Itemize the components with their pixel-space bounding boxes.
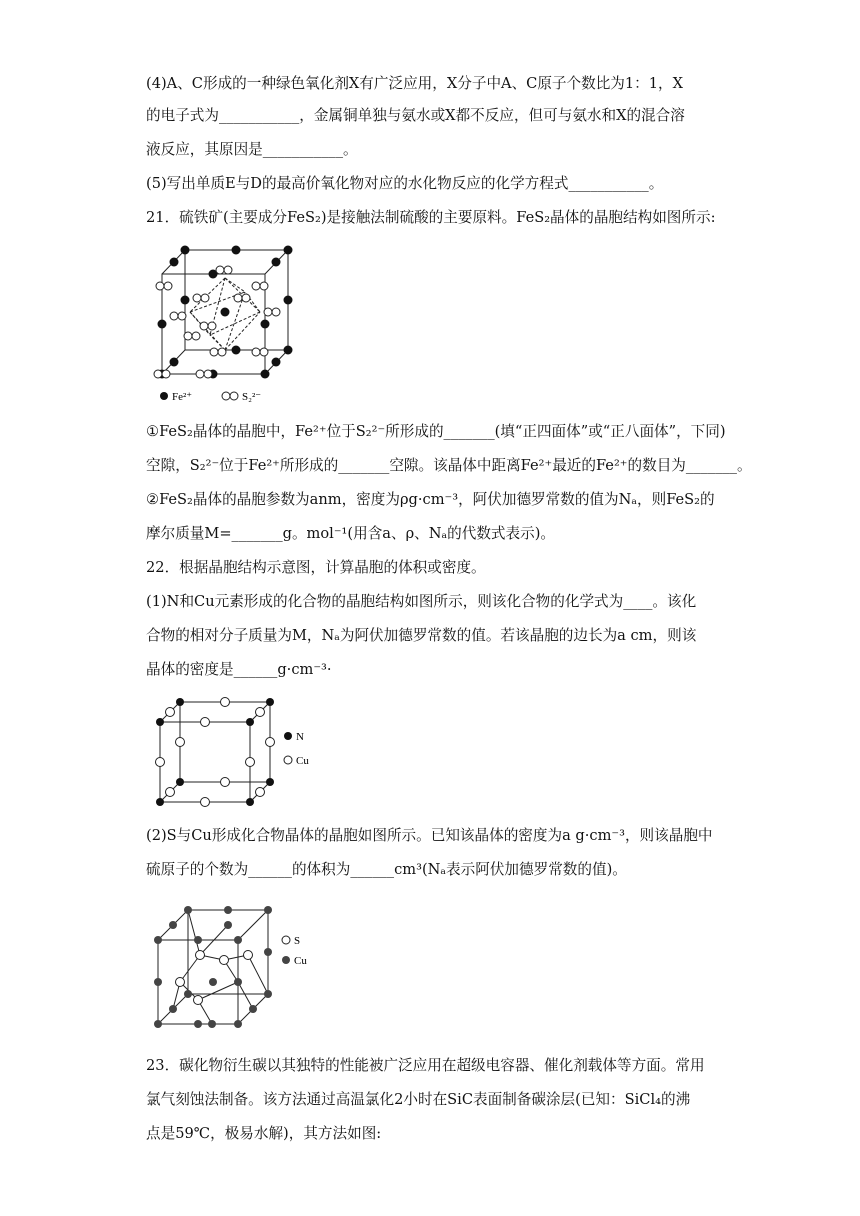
q20-line4: (5)写出单质E与D的最高价氧化物对应的水化物反应的化学方程式___________。: [146, 175, 664, 192]
cu2-legend-marker: [282, 956, 290, 964]
cus-unit-cell-diagram: [150, 900, 330, 1032]
q21-line2: ①FeS₂晶体的晶胞中，Fe²⁺位于S₂²⁻所形成的_______(填“正四面体”或“正八面体”，下同): [146, 423, 726, 440]
cu3n-unit-cell-figure: [150, 694, 330, 812]
q22-line5: (2)S与Cu形成化合物晶体的晶胞如图所示。已知该晶体的密度为a g·cm⁻³，则该晶胞中: [146, 827, 713, 844]
q21-line5: 摩尔质量M=_______g。mol⁻¹(用含a、ρ、Nₐ的代数式表示)。: [146, 525, 556, 542]
cu3n-unit-cell-diagram: [150, 694, 330, 812]
s-legend-label: S: [294, 935, 301, 947]
cu2-legend-label: Cu: [294, 955, 307, 967]
q23-line1: 23．碳化物衍生碳以其独特的性能被广泛应用在超级电容器、催化剂载体等方面。常用: [146, 1057, 705, 1074]
q22-line4: 晶体的密度是______g·cm⁻³·: [146, 661, 332, 678]
q22-line1: 22．根据晶胞结构示意图，计算晶胞的体积或密度。: [146, 559, 486, 576]
q23-line3: 点是59℃，极易水解)，其方法如图:: [146, 1125, 382, 1142]
n-legend-marker: [284, 732, 292, 740]
q20-line1: (4)A、C形成的一种绿色氧化剂X有广泛应用，X分子中A、C原子个数比为1：1，X: [146, 75, 684, 92]
s-legend-marker: [282, 936, 290, 944]
fes2-unit-cell-diagram: [150, 240, 310, 408]
q20-line3: 液反应，其原因是___________。: [146, 141, 358, 158]
q22-line2: (1)N和Cu元素形成的化合物的晶胞结构如图所示，则该化合物的化学式为____。该化: [146, 593, 697, 610]
cu-legend-marker: [284, 756, 292, 764]
s2-legend-label: S₂²⁻: [242, 391, 262, 403]
fe-legend-marker: [160, 392, 168, 400]
q22-line6: 硫原子的个数为______的体积为______cm³(Nₐ表示阿伏加德罗常数的值)。: [146, 861, 627, 878]
q20-line2: 的电子式为___________，金属铜单独与氨水或X都不反应，但可与氨水和X的混合溶: [146, 107, 685, 124]
q23-line2: 氯气刻蚀法制备。该方法通过高温氯化2小时在SiC表面制备碳涂层(已知：SiCl₄的沸: [146, 1091, 691, 1108]
q22-line3: 合物的相对分子质量为M，Nₐ为阿伏加德罗常数的值。若该晶胞的边长为a cm，则该: [146, 627, 697, 644]
fes2-unit-cell-figure: [150, 240, 310, 408]
n-legend-label: N: [296, 731, 304, 743]
cus-unit-cell-figure: [150, 900, 330, 1032]
fe-legend-label: Fe²⁺: [172, 391, 193, 403]
q21-line3: 空隙，S₂²⁻位于Fe²⁺所形成的_______空隙。该晶体中距离Fe²⁺最近的Fe²⁺的数目为_______。: [146, 457, 752, 474]
q21-line4: ②FeS₂晶体的晶胞参数为anm，密度为ρg·cm⁻³，阿伏加德罗常数的值为Nₐ，则FeS₂的: [146, 491, 715, 508]
cu-legend-label: Cu: [296, 755, 309, 767]
s2-legend-marker: [230, 392, 238, 400]
q21-line1: 21．硫铁矿(主要成分FeS₂)是接触法制硫酸的主要原料。FeS₂晶体的晶胞结构如图所示:: [146, 209, 716, 226]
